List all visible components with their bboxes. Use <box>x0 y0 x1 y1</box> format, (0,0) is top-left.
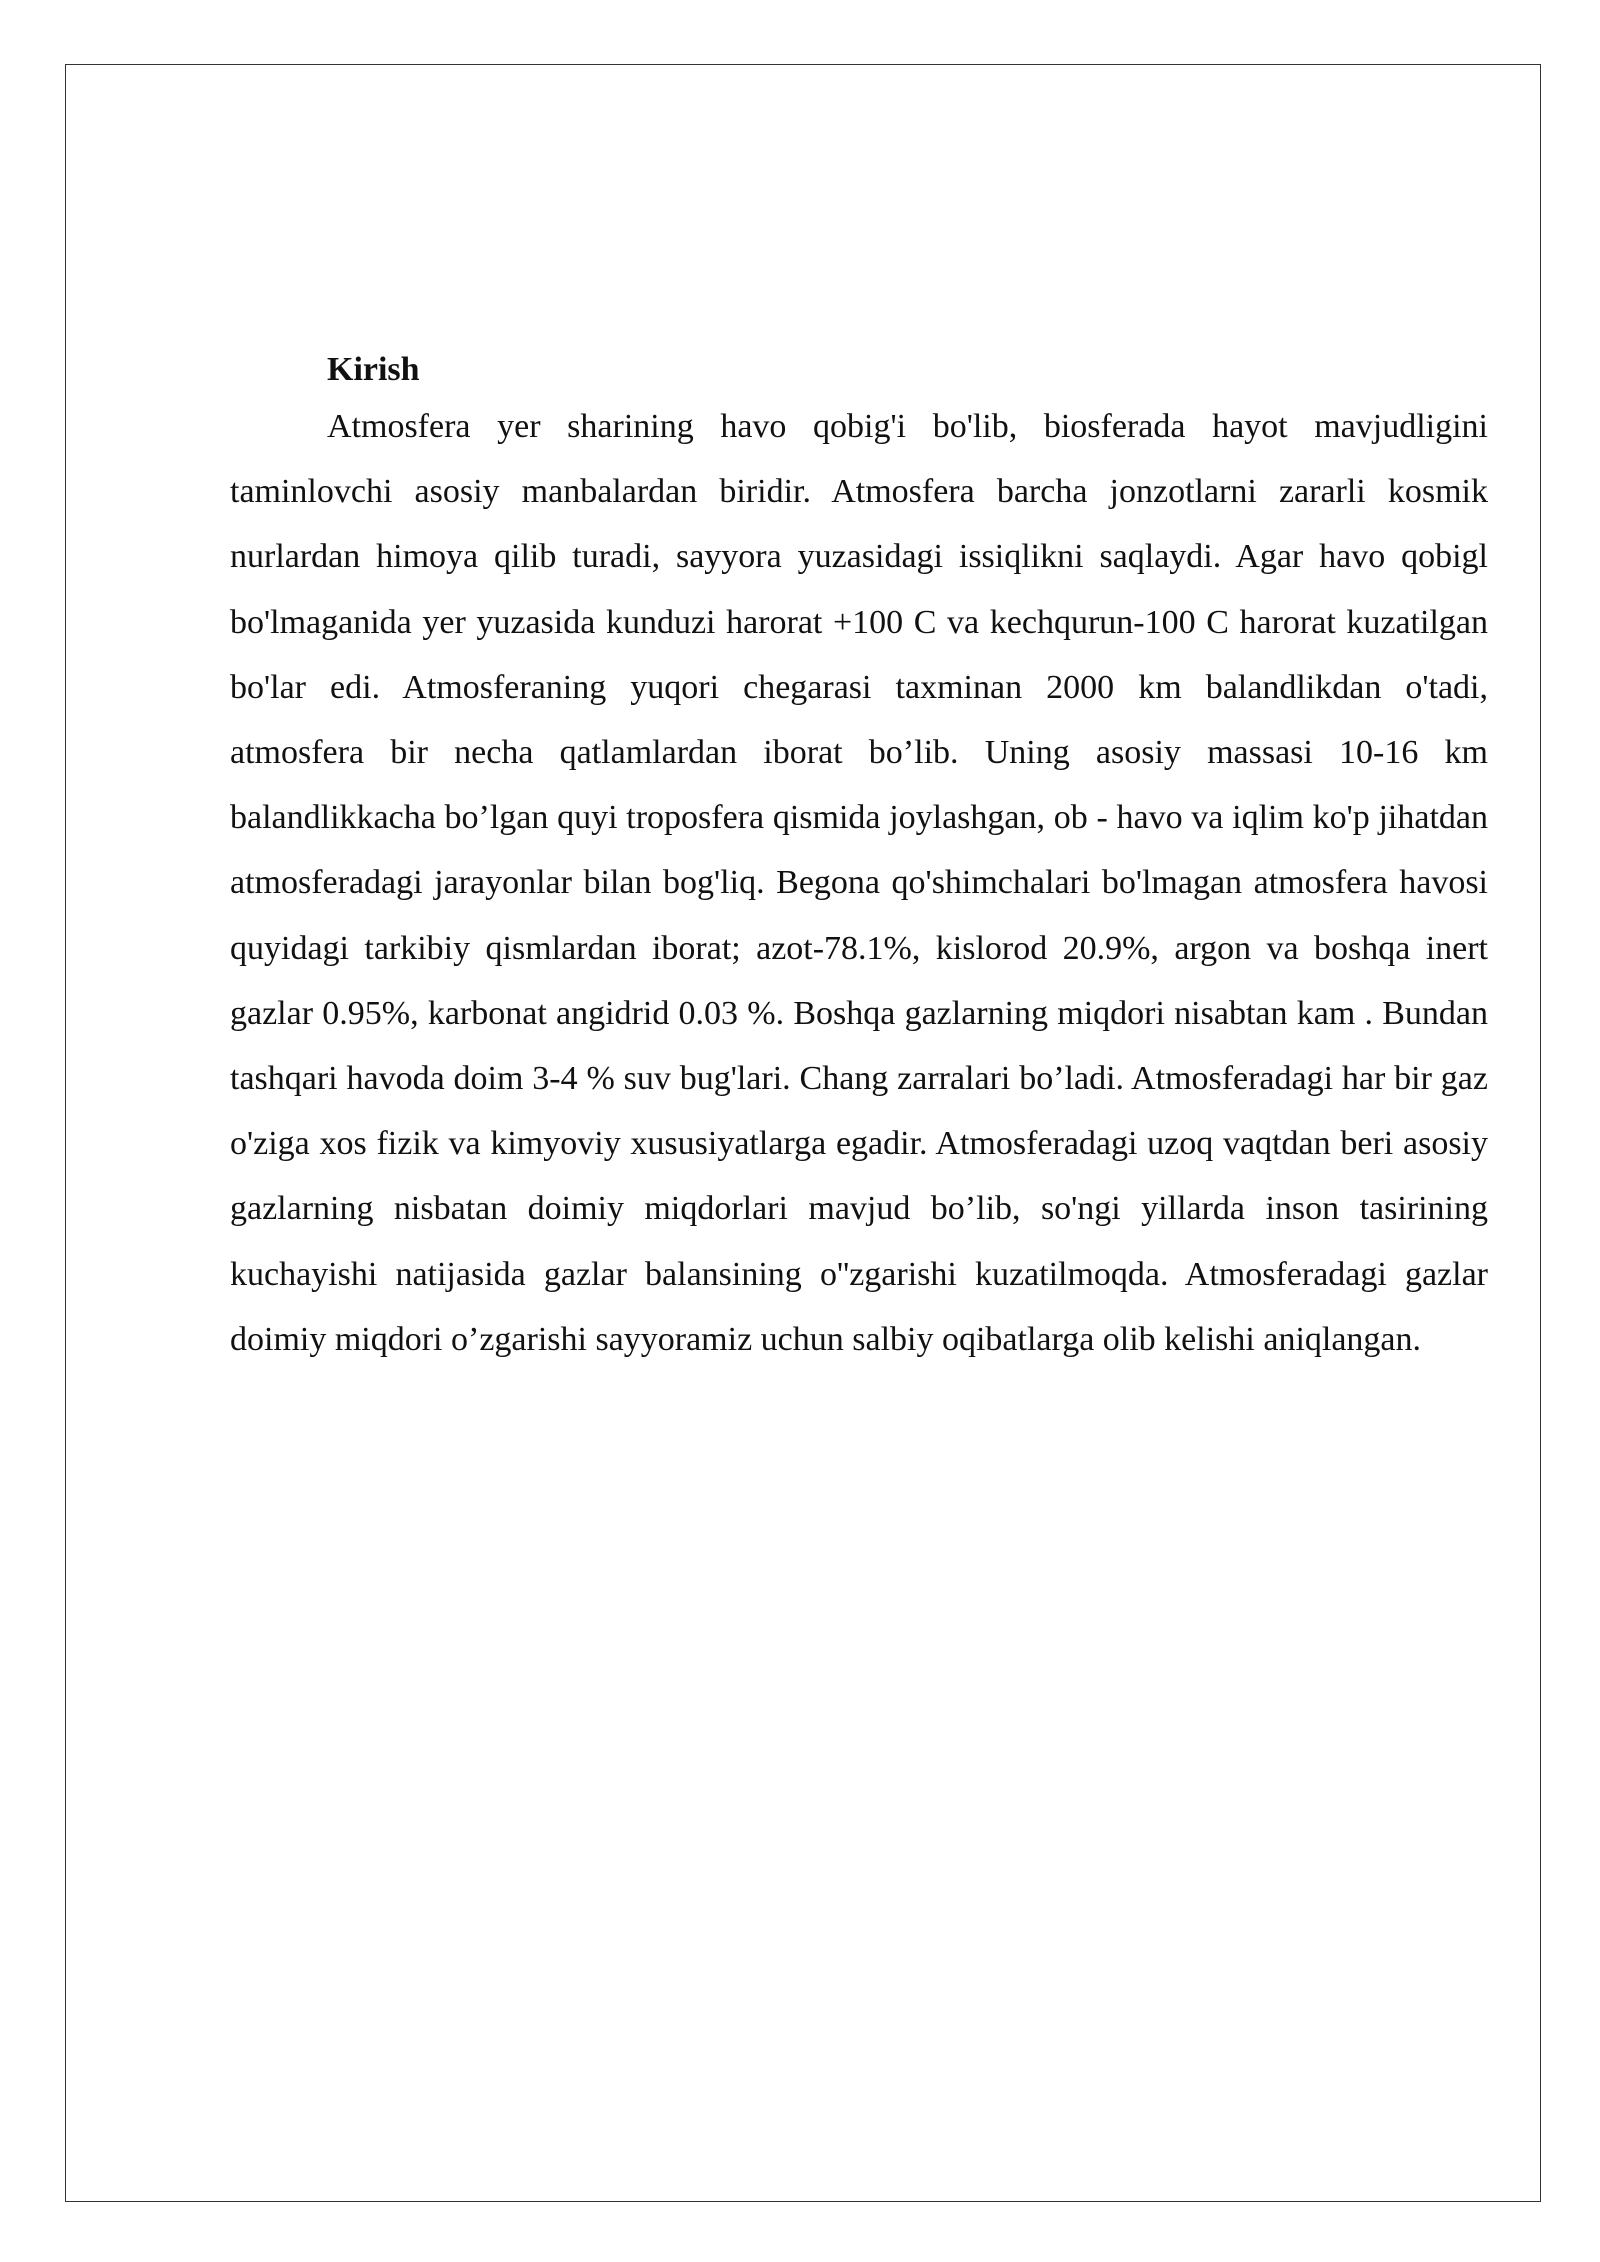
document-content <box>230 346 1488 1372</box>
body-paragraph: Atmosfera yer sharining havo qobig'i bo'lib, biosferada hayot mavjudligini taminlovchi asosiy manbalardan biridir. Atmosfera barcha jonzotlarni zararli kosmik nurlardan himoya qilib turadi, sayyora yuzasidagi issiqlikni saqlaydi. Agar havo qobigl bo'lmaganida yer yuzasida kunduzi harorat +100 C va kechqurun-100 C harorat kuzatilgan bo'lar edi. Atmosferaning yuqori chegarasi taxminan 2000 km balandlikdan o'tadi, atmosfera bir necha qatlamlardan iborat bo’lib. Uning asosiy massasi 10-16 km balandlikkacha bo’lgan quyi troposfera qismida joylashgan, ob - havo va iqlim ko'p jihatdan atmosferadagi jarayonlar bilan bog'liq. Begona qo'shimchalari bo'lmagan atmosfera havosi quyidagi tarkibiy qismlardan iborat; azot-78.1%, kislorod 20.9%, argon va boshqa inert gazlar 0.95%, karbonat angidrid 0.03 %. Boshqa gazlarning miqdori nisabtan kam . Bundan tashqari havoda doim 3-4 % suv bug'lari. Chang zarralari bo’ladi. Atmosferadagi har bir gaz o'ziga xos fizik va kimyoviy xususiyatlarga egadir. Atmosferadagi uzoq vaqtdan beri asosiy gazlarning nisbatan doimiy miqdorlari mavjud bo’lib, so'ngi yillarda inson tasirining kuchayishi natijasida gazlar balansining o''zgarishi kuzatilmoqda. Atmosferadagi gazlar doimiy miqdori o’zgarishi sayyoramiz uchun salbiy oqibatlarga olib kelishi aniqlangan. <box>230 408 1488 1358</box>
section-heading: Kirish <box>327 351 420 388</box>
